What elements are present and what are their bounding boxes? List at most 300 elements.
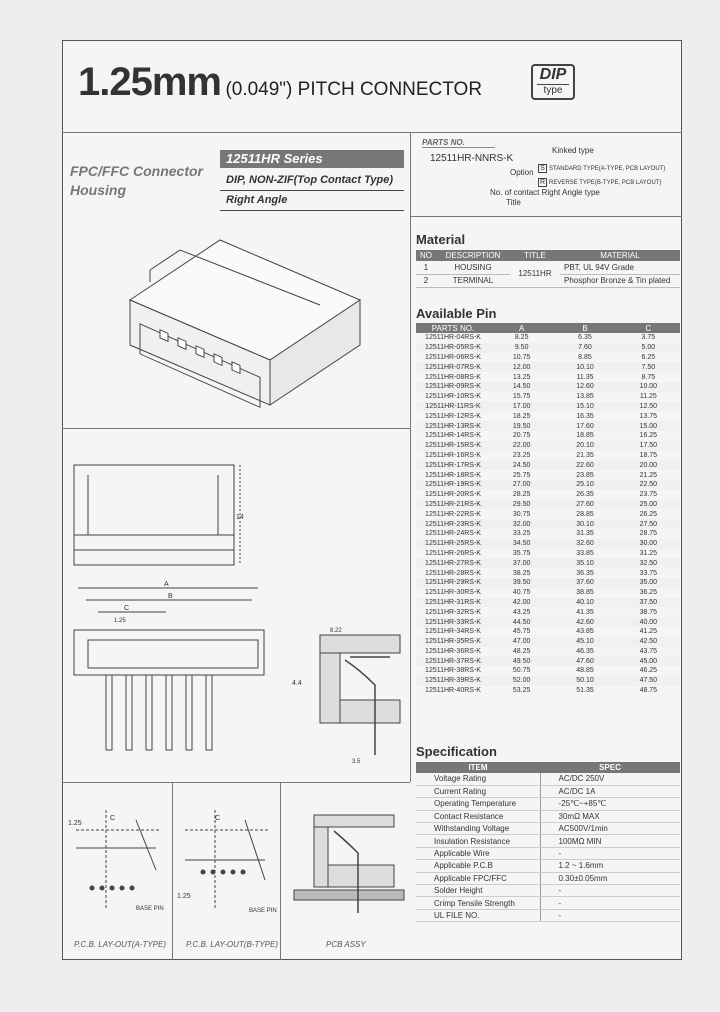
table-row bbox=[416, 798, 680, 810]
spec-item: Applicable Wire bbox=[416, 847, 540, 859]
pin-cell: 47.60 bbox=[553, 656, 616, 666]
table-row bbox=[416, 470, 680, 480]
pin-cell: 36.25 bbox=[639, 589, 658, 597]
pin-cell: 12511HR-22RS-K bbox=[425, 510, 481, 518]
pin-cell: 25.10 bbox=[553, 480, 616, 490]
spec-value: - bbox=[540, 909, 680, 921]
pin-cell: 7.50 bbox=[617, 362, 680, 372]
pin-cell: 12511HR-10RS-K bbox=[425, 393, 481, 401]
dim-c-label: C bbox=[124, 605, 130, 612]
pin-cell: 48.75 bbox=[639, 687, 658, 695]
mat-cell: 2 bbox=[416, 274, 436, 287]
table-row bbox=[416, 402, 680, 412]
pin-cell: 12511HR-08RS-K bbox=[425, 373, 481, 381]
spec-item: Solder Height bbox=[416, 885, 540, 897]
side-section-drawing bbox=[290, 625, 405, 775]
badge-bottom: type bbox=[537, 84, 569, 97]
dim-14-label: 14 bbox=[236, 514, 244, 521]
pitch-mm: 1.25mm bbox=[78, 60, 221, 104]
table-row bbox=[416, 539, 680, 549]
pin-cell: 46.25 bbox=[639, 667, 658, 675]
pin-cell: 49.50 bbox=[490, 656, 553, 666]
pin-cell: 22.00 bbox=[490, 441, 553, 451]
kinked-type: Kinked type bbox=[552, 146, 594, 155]
table-row bbox=[416, 607, 680, 617]
pin-cell: 29.50 bbox=[490, 500, 553, 510]
pin-cell: 25.00 bbox=[617, 500, 680, 510]
pin-cell: 16.35 bbox=[576, 412, 594, 420]
table-row bbox=[416, 860, 680, 872]
pin-cell: 12511HR-05RS-K bbox=[416, 343, 490, 353]
spec-col-spec: SPEC bbox=[540, 762, 680, 773]
pin-cell: 35.75 bbox=[512, 549, 531, 557]
pitch-b-label: 1.25 bbox=[177, 893, 191, 900]
dim-35-label: 3.5 bbox=[352, 759, 361, 765]
pin-cell: 5.00 bbox=[617, 343, 680, 353]
pin-cell: 15.75 bbox=[512, 393, 531, 401]
table-row bbox=[416, 676, 680, 686]
series-type: DIP, NON-ZIF(Top Contact Type) bbox=[226, 174, 394, 186]
dim-44-label: 4.4 bbox=[292, 680, 302, 687]
table-row bbox=[416, 519, 680, 529]
category-line2: Housing bbox=[70, 182, 126, 198]
pin-cell: 39.50 bbox=[490, 578, 553, 588]
isometric-drawing bbox=[120, 230, 370, 410]
table-row bbox=[416, 897, 680, 909]
pin-cell: 40.00 bbox=[617, 617, 680, 627]
available-pin-table bbox=[416, 323, 680, 695]
table-row bbox=[416, 686, 680, 696]
pin-cell: 27.00 bbox=[490, 480, 553, 490]
pin-cell: 30.10 bbox=[553, 519, 616, 529]
pin-cell: 13.75 bbox=[639, 412, 658, 420]
part-no-label: PARTS NO. bbox=[422, 138, 495, 148]
spec-value: -25℃~+85℃ bbox=[540, 798, 680, 810]
pin-cell: 42.50 bbox=[617, 637, 680, 647]
pin-cell: 12511HR-29RS-K bbox=[416, 578, 490, 588]
pin-cell: 18.75 bbox=[639, 451, 658, 459]
pin-cell: 12511HR-35RS-K bbox=[416, 637, 490, 647]
table-row bbox=[416, 490, 680, 500]
table-row bbox=[416, 441, 680, 451]
pin-cell: 12511HR-37RS-K bbox=[416, 656, 490, 666]
mat-cell: TERMINAL bbox=[436, 274, 510, 287]
table-row bbox=[416, 885, 680, 897]
pitch-a-label: 1.25 bbox=[68, 820, 82, 827]
pin-col-b: B bbox=[553, 323, 616, 333]
pin-cell: 10.10 bbox=[553, 362, 616, 372]
pin-cell: 47.00 bbox=[490, 637, 553, 647]
table-row bbox=[416, 568, 680, 578]
pitch-label: 1.25 bbox=[114, 618, 126, 624]
title-label: Title bbox=[506, 198, 521, 207]
pin-cell: 50.75 bbox=[512, 667, 531, 675]
pin-cell: 28.85 bbox=[576, 510, 594, 518]
pin-cell: 14.50 bbox=[490, 382, 553, 392]
material-table bbox=[416, 250, 680, 288]
spec-item: UL FILE NO. bbox=[416, 909, 540, 921]
pin-cell: 36.35 bbox=[576, 569, 594, 577]
caption-pcb-b: P.C.B. LAY-OUT(B-TYPE) bbox=[186, 940, 279, 949]
pin-cell: 51.35 bbox=[576, 687, 594, 695]
dim-c-a-label: C bbox=[110, 815, 116, 822]
caption-pcb-a: P.C.B. LAY-OUT(A-TYPE) bbox=[74, 940, 167, 949]
mat-col-title: TITLE bbox=[510, 250, 560, 261]
mat-cell-title: 12511HR bbox=[510, 261, 560, 287]
pin-cell: 12511HR-24RS-K bbox=[425, 530, 481, 538]
category-label bbox=[70, 162, 203, 200]
pin-cell: 12511HR-14RS-K bbox=[425, 432, 481, 440]
pin-cell: 6.25 bbox=[641, 353, 656, 361]
dim-822-label: 8.22 bbox=[330, 628, 342, 634]
spec-value: 0.30±0.05mm bbox=[540, 872, 680, 884]
spec-value: 30mΩ MAX bbox=[540, 810, 680, 822]
table-row bbox=[416, 598, 680, 608]
spec-value: - bbox=[540, 885, 680, 897]
pin-cell: 45.00 bbox=[617, 656, 680, 666]
pin-cell: 38.85 bbox=[576, 589, 594, 597]
spec-item: Insulation Resistance bbox=[416, 835, 540, 847]
pin-cell: 19.50 bbox=[490, 421, 553, 431]
series-angle: Right Angle bbox=[226, 194, 288, 206]
pin-cell: 13.85 bbox=[576, 393, 594, 401]
table-row bbox=[416, 627, 680, 637]
pin-cell: 40.10 bbox=[553, 598, 616, 608]
pin-cell: 8.85 bbox=[578, 353, 592, 361]
pin-cell: 35.10 bbox=[553, 558, 616, 568]
pin-cell: 33.85 bbox=[576, 549, 594, 557]
pin-cell: 12511HR-40RS-K bbox=[425, 687, 481, 695]
pin-cell: 35.00 bbox=[617, 578, 680, 588]
pin-cell: 6.35 bbox=[578, 334, 592, 342]
spec-value: - bbox=[540, 897, 680, 909]
pin-col-c: C bbox=[617, 323, 680, 333]
table-row bbox=[416, 617, 680, 627]
divider-top bbox=[62, 132, 682, 133]
pin-cell: 12.60 bbox=[553, 382, 616, 392]
table-row bbox=[416, 261, 680, 274]
pin-cell: 17.50 bbox=[617, 441, 680, 451]
dim-a-label: A bbox=[164, 581, 169, 588]
caption-pcb-assy: PCB ASSY bbox=[326, 940, 366, 949]
spec-value: AC500V/1min bbox=[540, 823, 680, 835]
pin-cell: 46.35 bbox=[576, 647, 594, 655]
table-row bbox=[416, 588, 680, 598]
pin-cell: 12511HR-36RS-K bbox=[425, 647, 481, 655]
divider-bottom-1 bbox=[172, 782, 173, 960]
pin-cell: 12511HR-11RS-K bbox=[416, 402, 490, 412]
pin-cell: 11.35 bbox=[576, 373, 594, 381]
pin-cell: 18.25 bbox=[512, 412, 531, 420]
table-row bbox=[416, 451, 680, 461]
pin-cell: 23.25 bbox=[512, 451, 531, 459]
pin-cell: 43.85 bbox=[576, 628, 594, 636]
dim-c-b-label: C bbox=[215, 815, 221, 822]
table-row bbox=[416, 810, 680, 822]
pin-col-parts: PARTS NO. bbox=[416, 323, 490, 333]
pin-cell: 45.10 bbox=[553, 637, 616, 647]
table-row bbox=[416, 529, 680, 539]
spec-col-item: ITEM bbox=[416, 762, 540, 773]
pin-cell: 15.10 bbox=[553, 402, 616, 412]
pin-cell: 27.60 bbox=[553, 500, 616, 510]
pin-cell: 32.60 bbox=[553, 539, 616, 549]
pin-cell: 16.25 bbox=[639, 432, 658, 440]
pin-cell: 42.60 bbox=[553, 617, 616, 627]
table-row bbox=[416, 872, 680, 884]
pin-cell: 38.75 bbox=[639, 608, 658, 616]
pin-cell: 31.25 bbox=[639, 549, 658, 557]
table-row bbox=[416, 372, 680, 382]
pin-cell: 41.25 bbox=[639, 628, 658, 636]
pitch-rest: (0.049") PITCH CONNECTOR bbox=[225, 79, 483, 100]
spec-item: Current Rating bbox=[416, 785, 540, 797]
pin-cell: 12.00 bbox=[490, 362, 553, 372]
pin-cell: 22.50 bbox=[617, 480, 680, 490]
pin-cell: 12511HR-33RS-K bbox=[416, 617, 490, 627]
pin-cell: 30.00 bbox=[617, 539, 680, 549]
pin-cell: 12511HR-09RS-K bbox=[416, 382, 490, 392]
pin-cell: 7.60 bbox=[553, 343, 616, 353]
table-row bbox=[416, 421, 680, 431]
pin-cell: 12511HR-21RS-K bbox=[416, 500, 490, 510]
spec-item: Voltage Rating bbox=[416, 773, 540, 785]
pcb-layout-b-drawing bbox=[175, 790, 279, 930]
pin-cell: 32.00 bbox=[490, 519, 553, 529]
table-row bbox=[416, 835, 680, 847]
pin-cell: 12511HR-32RS-K bbox=[425, 608, 481, 616]
table-row bbox=[416, 362, 680, 372]
table-row bbox=[416, 647, 680, 657]
base-pin-a-label: BASE PIN bbox=[136, 906, 164, 912]
spec-value: 1.2 ~ 1.6mm bbox=[540, 860, 680, 872]
pin-cell: 12511HR-23RS-K bbox=[416, 519, 490, 529]
pin-cell: 42.00 bbox=[490, 598, 553, 608]
pin-cell: 20.00 bbox=[617, 460, 680, 470]
option-s-box: S bbox=[538, 164, 547, 173]
front-view-drawing bbox=[68, 455, 248, 575]
pin-cell: 48.85 bbox=[576, 667, 594, 675]
pin-cell: 12511HR-28RS-K bbox=[425, 569, 481, 577]
specification-table bbox=[416, 762, 680, 922]
table-row bbox=[416, 578, 680, 588]
divider-vertical bbox=[410, 132, 411, 782]
pin-cell: 48.25 bbox=[512, 647, 531, 655]
pin-cell: 12511HR-26RS-K bbox=[425, 549, 481, 557]
pin-cell: 12511HR-04RS-K bbox=[425, 334, 481, 342]
pin-cell: 30.75 bbox=[512, 510, 531, 518]
badge-top: DIP bbox=[539, 66, 567, 83]
table-row bbox=[416, 666, 680, 676]
pin-cell: 50.10 bbox=[553, 676, 616, 686]
pin-cell: 17.60 bbox=[553, 421, 616, 431]
option-label: Option bbox=[510, 168, 534, 177]
spec-value: - bbox=[540, 847, 680, 859]
pin-cell: 34.50 bbox=[490, 539, 553, 549]
pin-cell: 12511HR-17RS-K bbox=[416, 460, 490, 470]
pin-cell: 10.00 bbox=[617, 382, 680, 392]
pin-cell: 12511HR-39RS-K bbox=[416, 676, 490, 686]
mat-cell: Phosphor Bronze & Tin plated bbox=[560, 274, 680, 287]
part-no-code: 12511HR-NNRS-K bbox=[430, 153, 514, 164]
pin-cell: 8.75 bbox=[641, 373, 656, 381]
spec-item: Operating Temperature bbox=[416, 798, 540, 810]
pcb-layout-a-drawing bbox=[66, 790, 170, 930]
material-heading: Material bbox=[416, 232, 466, 247]
table-row bbox=[416, 392, 680, 402]
spec-item: Withstanding Voltage bbox=[416, 823, 540, 835]
base-pin-b-label: BASE PIN bbox=[249, 908, 277, 914]
option-s-desc: STANDARD TYPE(A-TYPE, PCB LAYOUT) bbox=[549, 166, 666, 172]
pin-cell: 26.35 bbox=[576, 491, 594, 499]
option-r-desc: REVERSE TYPE(B-TYPE, PCB LAYOUT) bbox=[549, 180, 662, 186]
pcb-assy-drawing bbox=[284, 795, 406, 930]
spec-value: AC/DC 1A bbox=[540, 785, 680, 797]
pin-cell: 44.50 bbox=[490, 617, 553, 627]
pin-cell: 12511HR-13RS-K bbox=[416, 421, 490, 431]
pin-cell: 12511HR-18RS-K bbox=[425, 471, 481, 479]
table-row bbox=[416, 656, 680, 666]
category-line1: FPC/FFC Connector bbox=[70, 163, 203, 179]
pin-cell: 17.00 bbox=[490, 402, 553, 412]
pin-cell: 37.50 bbox=[617, 598, 680, 608]
pin-cell: 25.75 bbox=[512, 471, 531, 479]
pin-cell: 12.50 bbox=[617, 402, 680, 412]
option-r-box: R bbox=[539, 179, 546, 186]
pin-cell: 38.25 bbox=[512, 569, 531, 577]
pin-cell: 24.50 bbox=[490, 460, 553, 470]
table-row bbox=[416, 411, 680, 421]
divider-right bbox=[410, 216, 682, 217]
pin-cell: 22.60 bbox=[553, 460, 616, 470]
pin-cell: 27.50 bbox=[617, 519, 680, 529]
table-row bbox=[416, 343, 680, 353]
pin-cell: 41.35 bbox=[576, 608, 594, 616]
pin-cell: 28.25 bbox=[512, 491, 531, 499]
pin-cell: 32.50 bbox=[617, 558, 680, 568]
table-row bbox=[416, 785, 680, 797]
pin-cell: 40.75 bbox=[512, 589, 531, 597]
table-row bbox=[416, 333, 680, 343]
spec-item: Applicable FPC/FFC bbox=[416, 872, 540, 884]
pin-cell: 12511HR-15RS-K bbox=[416, 441, 490, 451]
table-row bbox=[416, 909, 680, 921]
available-pin-heading: Available Pin bbox=[416, 306, 497, 321]
pin-cell: 33.75 bbox=[639, 569, 658, 577]
pin-cell: 52.00 bbox=[490, 676, 553, 686]
pin-cell: 12511HR-25RS-K bbox=[416, 539, 490, 549]
table-row bbox=[416, 773, 680, 785]
table-row bbox=[416, 847, 680, 859]
pin-cell: 37.60 bbox=[553, 578, 616, 588]
mat-cell: PBT, UL 94V Grade bbox=[560, 261, 680, 274]
pin-cell: 20.75 bbox=[512, 432, 531, 440]
pin-cell: 12511HR-30RS-K bbox=[425, 589, 481, 597]
mat-cell: HOUSING bbox=[436, 261, 510, 274]
series-underline-1 bbox=[220, 190, 404, 191]
mat-col-desc: DESCRIPTION bbox=[436, 250, 510, 261]
table-row bbox=[416, 431, 680, 441]
pin-cell: 26.25 bbox=[639, 510, 658, 518]
specification-heading: Specification bbox=[416, 744, 497, 759]
pin-cell: 37.00 bbox=[490, 558, 553, 568]
series-underline-2 bbox=[220, 210, 404, 211]
pin-cell: 20.10 bbox=[553, 441, 616, 451]
pin-cell: 12511HR-38RS-K bbox=[425, 667, 481, 675]
pin-cell: 15.00 bbox=[617, 421, 680, 431]
pin-cell: 12511HR-16RS-K bbox=[425, 451, 481, 459]
pin-cell: 28.75 bbox=[639, 530, 658, 538]
divider-left-2 bbox=[62, 782, 410, 783]
pin-cell: 12511HR-20RS-K bbox=[425, 491, 481, 499]
spec-item: Crimp Tensile Strength bbox=[416, 897, 540, 909]
table-row bbox=[416, 500, 680, 510]
pin-cell: 12511HR-06RS-K bbox=[425, 353, 481, 361]
pin-cell: 45.75 bbox=[512, 628, 531, 636]
pin-cell: 12511HR-19RS-K bbox=[416, 480, 490, 490]
pin-cell: 12511HR-31RS-K bbox=[416, 598, 490, 608]
table-row bbox=[416, 549, 680, 559]
spec-value: 100MΩ MIN bbox=[540, 835, 680, 847]
pin-cell: 21.35 bbox=[576, 451, 594, 459]
pin-cell: 12511HR-34RS-K bbox=[425, 628, 481, 636]
pin-cell: 43.25 bbox=[512, 608, 531, 616]
pin-cell: 12511HR-27RS-K bbox=[416, 558, 490, 568]
series-name: 12511HR Series bbox=[220, 150, 404, 168]
table-row bbox=[416, 509, 680, 519]
pin-cell: 47.50 bbox=[617, 676, 680, 686]
pin-cell: 3.75 bbox=[641, 334, 656, 342]
pin-cell: 21.25 bbox=[639, 471, 658, 479]
table-row bbox=[416, 382, 680, 392]
pin-cell: 53.25 bbox=[512, 687, 531, 695]
dip-type-badge bbox=[531, 64, 575, 100]
table-row bbox=[416, 823, 680, 835]
table-row bbox=[416, 353, 680, 363]
pin-cell: 18.85 bbox=[576, 432, 594, 440]
top-view-drawing bbox=[68, 578, 288, 778]
spec-item: Applicable P.C.B bbox=[416, 860, 540, 872]
divider-left-1 bbox=[62, 428, 410, 429]
table-row bbox=[416, 460, 680, 470]
pin-cell: 11.25 bbox=[639, 393, 657, 401]
spec-value: AC/DC 250V bbox=[540, 773, 680, 785]
mat-col-material: MATERIAL bbox=[560, 250, 680, 261]
pin-cell: 12511HR-07RS-K bbox=[416, 362, 490, 372]
mat-col-no: NO bbox=[416, 250, 436, 261]
table-row bbox=[416, 558, 680, 568]
spec-item: Contact Resistance bbox=[416, 810, 540, 822]
pin-cell: 12511HR-12RS-K bbox=[425, 412, 481, 420]
pin-col-a: A bbox=[490, 323, 553, 333]
pin-cell: 23.75 bbox=[639, 491, 658, 499]
no-of-contact: No. of contact Right Angle type bbox=[490, 188, 600, 197]
pin-cell: 31.35 bbox=[576, 530, 594, 538]
pin-cell: 23.85 bbox=[576, 471, 594, 479]
pin-cell: 8.25 bbox=[514, 334, 529, 342]
pin-cell: 10.75 bbox=[512, 353, 531, 361]
table-row bbox=[416, 480, 680, 490]
table-row bbox=[416, 637, 680, 647]
pin-cell: 13.25 bbox=[512, 373, 531, 381]
pin-cell: 43.75 bbox=[639, 647, 658, 655]
part-number-decoder bbox=[418, 138, 680, 206]
pin-cell: 33.25 bbox=[512, 530, 531, 538]
dim-b-label: B bbox=[168, 593, 173, 600]
pin-cell: 9.50 bbox=[490, 343, 553, 353]
divider-bottom-2 bbox=[280, 782, 281, 960]
mat-cell: 1 bbox=[416, 261, 436, 274]
